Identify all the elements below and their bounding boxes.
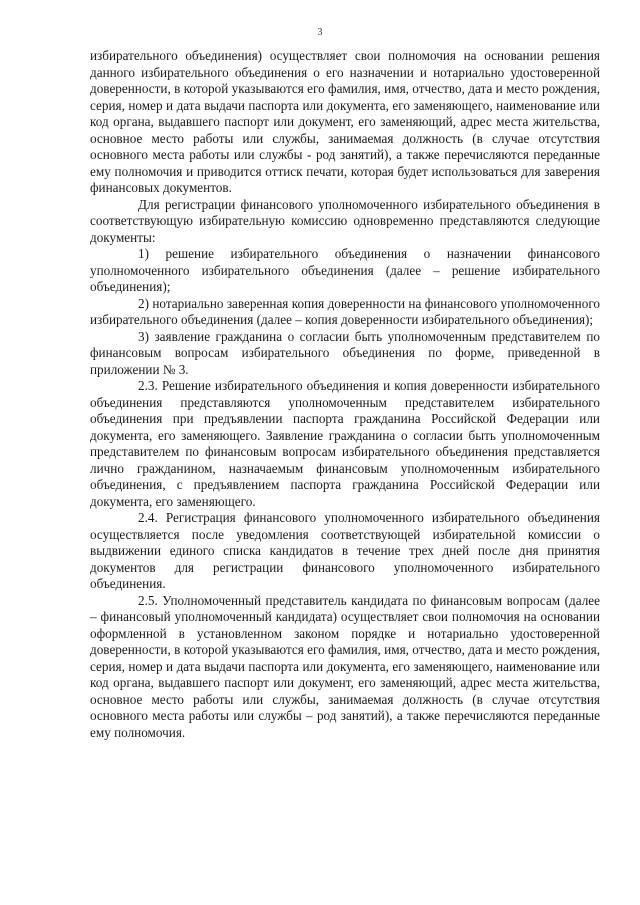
- document-body: [90, 48, 600, 741]
- section-2-3: 2.3. Решение избирательного объединения и копия доверенности избирательного объединения представляются уполномоченным представителем избирательного объединения при предъявлении паспорта гражданина Российской Федерации или документа, его заменяющего. Заявление гражданина о согласии быть уполномоченным представителем по финансовым вопросам избирательного объединения представляется лично гражданином, назначаемым финансовым уполномоченным избирательного объединения, с предъявлением паспорта гражданина Российской Федерации или документа, его заменяющего.: [90, 378, 600, 509]
- paragraph-continuation: избирательного объединения) осуществляет свои полномочия на основании решения данного избирательного объединения о его назначении и нотариально удостоверенной доверенности, в которой указываются его фамилия, имя, отчество, дата и место рождения, серия, номер и дата выдачи паспорта или документа, его заменяющего, наименование или код органа, выдавшего паспорт или документ, его заменяющий, адрес места жительства, основное место работы или службы, занимаемая должность (в случае отсутствия основного места работы или службы - род занятий), а также перечисляются переданные ему полномочия и приводится оттиск печати, которая будет использоваться для заверения финансовых документов.: [90, 48, 600, 195]
- paragraph-registration-documents: Для регистрации финансового уполномоченного избирательного объединения в соответствующую избирательную комиссию одновременно представляются следующие документы:: [90, 196, 600, 245]
- section-2-5: 2.5. Уполномоченный представитель кандидата по финансовым вопросам (далее – финансовый уполномоченный кандидата) осуществляет свои полномочия на основании оформленной в установленном законом порядке и нотариально удостоверенной доверенности, в которой указываются его фамилия, имя, отчество, дата и место рождения, серия, номер и дата выдачи паспорта или документа, его заменяющего, наименование или код органа, выдавшего паспорт или документ, его заменяющий, адрес места жительства, основное место работы или службы, занимаемая должность (в случае отсутствия основного места работы или службы – род занятий), а также перечисляются переданные ему полномочия.: [90, 592, 600, 740]
- page-number: 3: [317, 27, 323, 38]
- list-item-3: 3) заявление гражданина о согласии быть уполномоченным представителем по финансовым вопросам избирательного объединения по форме, приведенной в приложении № 3.: [90, 328, 600, 377]
- section-2-4: 2.4. Регистрация финансового уполномоченного избирательного объединения осуществляется после уведомления соответствующей избирательной комиссии о выдвижении единого списка кандидатов в течение трех дней после дня принятия документов для регистрации финансового уполномоченного избирательного объединения.: [90, 510, 600, 591]
- list-item-2: 2) нотариально заверенная копия доверенности на финансового уполномоченного избирательного объединения (далее – копия доверенности избирательного объединения);: [90, 295, 600, 327]
- list-item-1: 1) решение избирательного объединения о назначении финансового уполномоченного избирательного объединения (далее – решение избирательного объединения);: [90, 246, 600, 294]
